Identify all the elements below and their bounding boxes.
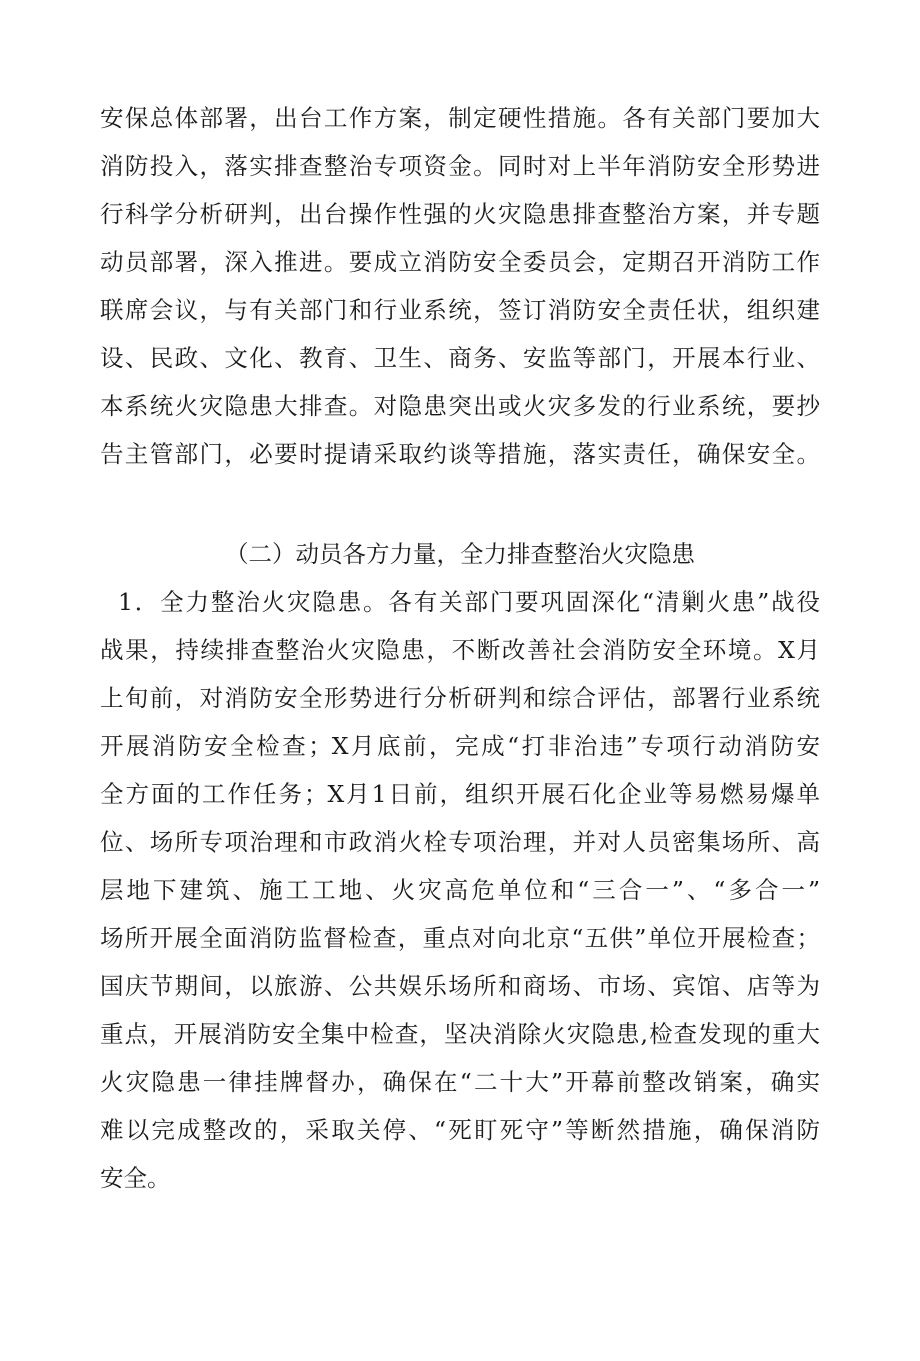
section-heading: （二）动员各方力量，全力排查整治火灾隐患 [225, 540, 695, 568]
paragraph-2-line: 全方面的工作任务；X月1日前，组织开展石化企业等易燃易爆单 [100, 780, 820, 808]
paragraph-2-line: 场所开展全面消防监督检查，重点对向北京“五供”单位开展检查； [100, 924, 820, 952]
paragraph-1-line: 本系统火灾隐患大排查。对隐患突出或火灾多发的行业系统，要抄 [100, 392, 820, 420]
paragraph-1-line: 设、民政、文化、教育、卫生、商务、安监等部门，开展本行业、 [100, 344, 820, 372]
paragraph-2-line: 难以完成整改的，采取关停、“死盯死守”等断然措施，确保消防 [100, 1116, 820, 1144]
paragraph-1-line: 消防投入，落实排查整治专项资金。同时对上半年消防安全形势进 [100, 152, 820, 180]
paragraph-2-line: 安全。 [100, 1164, 171, 1192]
paragraph-1-line: 动员部署，深入推进。要成立消防安全委员会，定期召开消防工作 [100, 248, 820, 276]
paragraph-2-line: 层地下建筑、施工工地、火灾高危单位和“三合一”、“多合一” [100, 876, 820, 904]
paragraph-1-line: 安保总体部署，出台工作方案，制定硬性措施。各有关部门要加大 [100, 104, 820, 132]
paragraph-2-line: 重点，开展消防安全集中检查，坚决消除火灾隐患,检查发现的重大 [100, 1020, 820, 1048]
paragraph-2-line: 开展消防安全检查；X月底前，完成“打非治违”专项行动消防安 [100, 732, 820, 760]
paragraph-2-line: 位、场所专项治理和市政消火栓专项治理，并对人员密集场所、高 [100, 828, 820, 856]
paragraph-2-line: 国庆节期间，以旅游、公共娱乐场所和商场、市场、宾馆、店等为 [100, 972, 820, 1000]
paragraph-2-line: 火灾隐患一律挂牌督办，确保在“二十大”开幕前整改销案，确实 [100, 1068, 820, 1096]
paragraph-2-line: 战果，持续排查整治火灾隐患，不断改善社会消防安全环境。X月 [100, 636, 820, 664]
paragraph-1-line: 告主管部门，必要时提请采取约谈等措施，落实责任，确保安全。 [100, 440, 820, 468]
paragraph-2-line: 上旬前，对消防安全形势进行分析研判和综合评估，部署行业系统 [100, 684, 820, 712]
paragraph-2-line: 1．全力整治火灾隐患。各有关部门要巩固深化“清剿火患”战役 [118, 588, 820, 616]
paragraph-1-line: 行科学分析研判，出台操作性强的火灾隐患排查整治方案，并专题 [100, 200, 820, 228]
paragraph-1-line: 联席会议，与有关部门和行业系统，签订消防安全责任状，组织建 [100, 296, 820, 324]
